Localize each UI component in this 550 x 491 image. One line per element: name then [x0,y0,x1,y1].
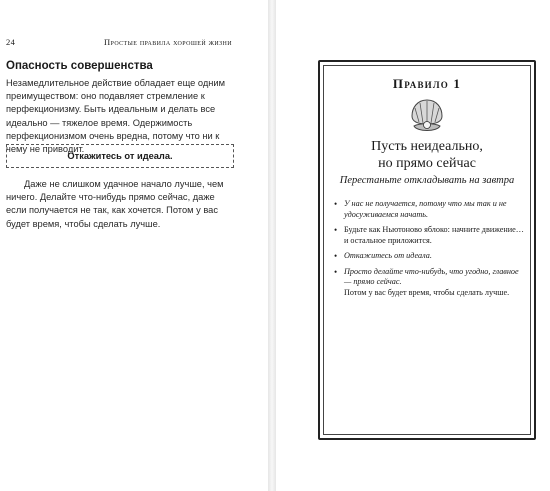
right-page [276,0,550,491]
left-page [0,0,268,491]
paragraph-2 [6,178,234,231]
bullet-item [334,251,524,262]
bullet-text: Будьте как Ньютоново яблоко: начните движение… и остальное приложится. [344,225,524,245]
rule-frame-inner [323,65,531,435]
page-number: 24 [6,37,16,47]
rule-heading [324,138,530,172]
rule-heading-line2: но прямо сейчас [378,156,476,171]
rule-subtitle: Перестаньте откладывать на завтра [339,175,515,186]
bullet-italic-text: Просто делайте что-нибудь, что угодно, главное — прямо сейчас. [344,266,519,286]
bullet-italic-text: У нас не получается, потому что мы так и не удосуживаемся начать. [344,199,507,219]
seashell-pearl-icon [409,96,445,136]
paragraph-1: Незамедлительное действие обладает еще одним преимуществом: оно подавляет стремление к перфекционизму. Быть идеальным и делать все идеально — тяжелое время. Одержимость перфекционизмом очень вредна, потому что ни к чему не приводит. [6,78,225,155]
bullet-item [334,267,524,299]
rule-bullets [334,199,524,303]
bullet-item [334,225,524,246]
rule-heading-line1: Пусть неидеально, [371,139,483,154]
section-heading: Опасность совершенства [6,60,153,72]
callout-box [6,144,234,168]
paragraph-2-text: Даже не слишком удачное начало лучше, чем ничего. Делайте что-нибудь прямо сейчас, даже если получается не так, как хочется. Потом у вас будет время, чтобы сделать лучше. [6,179,224,229]
running-title: Простые правила хорошей жизни [103,37,232,47]
rule-frame [318,60,536,440]
bullet-italic-text: Откажитесь от идеала. [344,251,432,260]
callout-text: Откажитесь от идеала. [67,151,173,161]
bullet-item [334,199,524,220]
bullet-text: Потом у вас будет время, чтобы сделать лучше. [344,287,510,297]
rule-title: Правило 1 [392,76,462,91]
book-gutter [268,0,276,491]
